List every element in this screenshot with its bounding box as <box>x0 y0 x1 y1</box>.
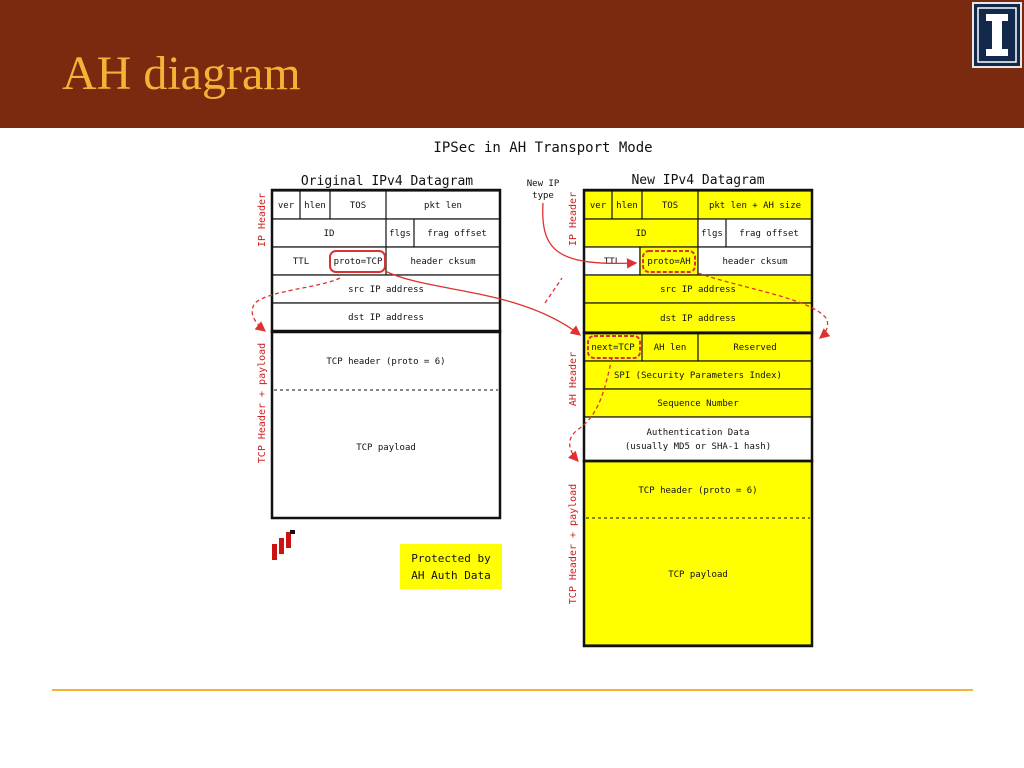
ah-next-cell: next=TCP <box>591 343 635 353</box>
orig-flgs-cell: flgs <box>389 229 411 239</box>
new-tos-cell: TOS <box>661 201 679 211</box>
university-logo <box>972 2 1022 68</box>
original-side-ip-header: IP Header <box>257 192 268 248</box>
diagram-heading: IPSec in AH Transport Mode <box>433 140 653 156</box>
new-flgs-cell: flgs <box>701 229 723 239</box>
new-tcp-header-cell: TCP header (proto = 6) <box>638 486 758 496</box>
ah-len-cell: AH len <box>653 343 687 353</box>
ah-reserved-cell: Reserved <box>733 343 777 353</box>
new-src-cell: src IP address <box>660 285 736 295</box>
new-proto-cell: proto=AH <box>647 257 691 267</box>
new-title: New IPv4 Datagram <box>631 173 765 188</box>
new-ttl-cell: TTL <box>603 257 621 267</box>
orig-cksum-cell: header cksum <box>410 257 476 267</box>
legend-line1: Protected by <box>411 552 491 565</box>
ah-transport-mode-diagram <box>0 128 1024 668</box>
orig-tos-cell: TOS <box>349 201 367 211</box>
legend-line2: AH Auth Data <box>411 569 491 582</box>
slide-title: AH diagram <box>62 47 301 100</box>
orig-tcp-header-cell: TCP header (proto = 6) <box>326 357 446 367</box>
new-ip-type-label-line2: type <box>532 191 554 201</box>
ah-sequence-cell: Sequence Number <box>657 399 739 409</box>
new-pktlen-cell: pkt len + AH size <box>708 201 802 211</box>
ah-auth-data-line1: Authentication Data <box>646 428 750 438</box>
orig-ver-cell: ver <box>277 201 295 211</box>
new-dst-cell: dst IP address <box>660 314 736 324</box>
dashed-connector-new-header <box>545 278 562 303</box>
new-side-tcp-payload: TCP Header + payload <box>568 483 579 605</box>
new-frag-cell: frag offset <box>739 229 799 239</box>
orig-pktlen-cell: pkt len <box>424 201 462 211</box>
orig-src-cell: src IP address <box>348 285 424 295</box>
legend-box <box>400 544 502 589</box>
new-side-ah-header: AH Header <box>568 351 579 407</box>
orig-dst-cell: dst IP address <box>348 313 424 323</box>
orig-proto-cell: proto=TCP <box>333 257 383 267</box>
brand-bars-icon <box>272 530 295 560</box>
orig-id-cell: ID <box>323 229 335 239</box>
original-side-tcp-payload: TCP Header + payload <box>257 342 268 464</box>
new-ip-type-label-line1: New IP <box>526 179 560 189</box>
new-id-cell: ID <box>635 229 647 239</box>
orig-hlen-cell: hlen <box>304 201 326 211</box>
footer-rule <box>52 689 973 691</box>
new-cksum-cell: header cksum <box>722 257 788 267</box>
ah-spi-cell: SPI (Security Parameters Index) <box>614 371 782 381</box>
new-tcp-payload-cell: TCP payload <box>668 570 728 580</box>
new-hlen-cell: hlen <box>616 201 638 211</box>
orig-frag-cell: frag offset <box>427 229 487 239</box>
original-title: Original IPv4 Datagram <box>300 174 474 189</box>
ah-auth-data-line2: (usually MD5 or SHA-1 hash) <box>624 442 772 452</box>
orig-ttl-cell: TTL <box>292 257 310 267</box>
new-side-ip-header: IP Header <box>568 191 579 247</box>
orig-tcp-payload-cell: TCP payload <box>356 443 416 453</box>
new-ver-cell: ver <box>589 201 607 211</box>
